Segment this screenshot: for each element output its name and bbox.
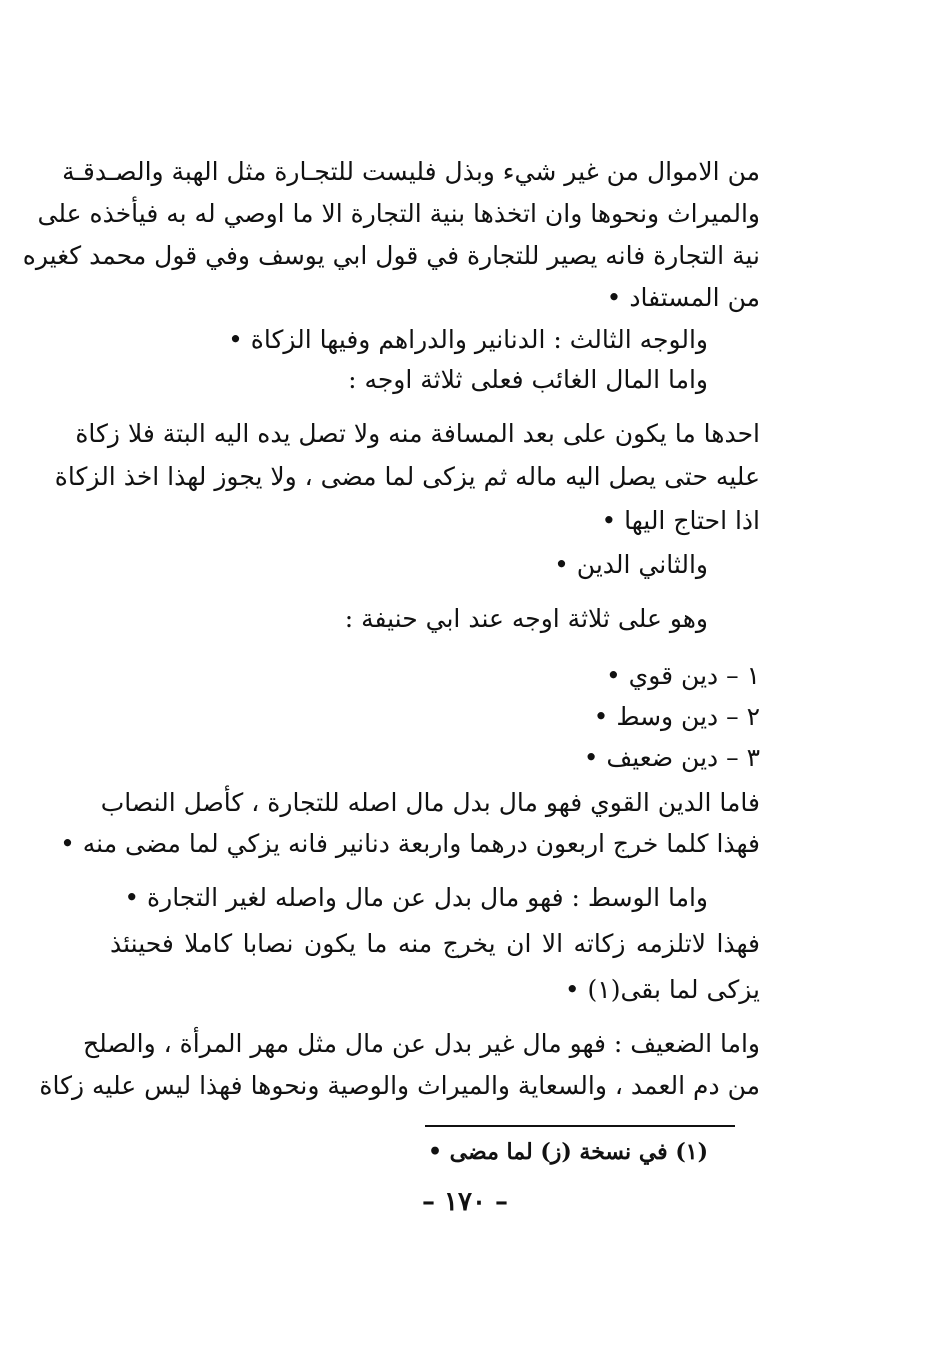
list-item: ٢ – دين وسط •: [593, 702, 760, 731]
text-line: فاما الدين القوي فهو مال بدل مال اصله للتجارة ، كأصل النصاب: [100, 788, 760, 817]
text-line: نية التجارة فانه يصير للتجارة في قول ابي يوسف وفي قول محمد كغيره: [22, 241, 760, 270]
text-line: واما الضعيف : فهو مال غير بدل عن مال مثل مهر المرأة ، والصلح: [82, 1029, 760, 1058]
text-line: يزكى لما بقى(١) •: [564, 975, 760, 1004]
text-line: فهذا لاتلزمه زكاته الا ان يخرج منه ما يكون نصابا كاملا فحينئذ: [110, 929, 760, 958]
text-line: فهذا كلما خرج اربعون درهما واربعة دنانير فانه يزكي لما مضى منه •: [60, 829, 760, 858]
footnote: (١) في نسخة (ز) لما مضى •: [427, 1139, 708, 1165]
list-item: ١ – دين قوي •: [605, 661, 760, 690]
text-line: وهو على ثلاثة اوجه عند ابي حنيفة :: [344, 604, 708, 633]
page-number: – ١٧٠ –: [421, 1187, 509, 1217]
text-line: والثاني الدين •: [554, 550, 708, 579]
text-line: واما المال الغائب فعلى ثلاثة اوجه :: [348, 365, 708, 394]
text-line: والميراث ونحوها وان اتخذها بنية التجارة الا ما اوصي له به فيأخذه على: [37, 199, 760, 228]
text-line: من المستفاد •: [606, 283, 760, 312]
text-line: اذا احتاج اليها •: [601, 506, 760, 535]
text-line: والوجه الثالث : الدنانير والدراهم وفيها الزكاة •: [228, 325, 708, 354]
text-line: عليه حتى يصل اليه ماله ثم يزكى لما مضى ، ولا يجوز لهذا اخذ الزكاة: [54, 462, 760, 491]
footnote-separator: [425, 1125, 735, 1127]
list-item: ٣ – دين ضعيف •: [583, 743, 760, 772]
text-line: واما الوسط : فهو مال بدل عن مال واصله لغير التجارة •: [124, 883, 708, 912]
text-line: من الاموال من غير شيء وبذل فليست للتجـارة مثل الهبة والصـدقـة: [62, 157, 760, 186]
text-line: من دم العمد ، والسعاية والميراث والوصية ونحوها فهذا ليس عليه زكاة: [39, 1071, 760, 1100]
text-line: احدها ما يكون على بعد المسافة منه ولا تصل يده اليه البتة فلا زكاة: [75, 419, 760, 448]
